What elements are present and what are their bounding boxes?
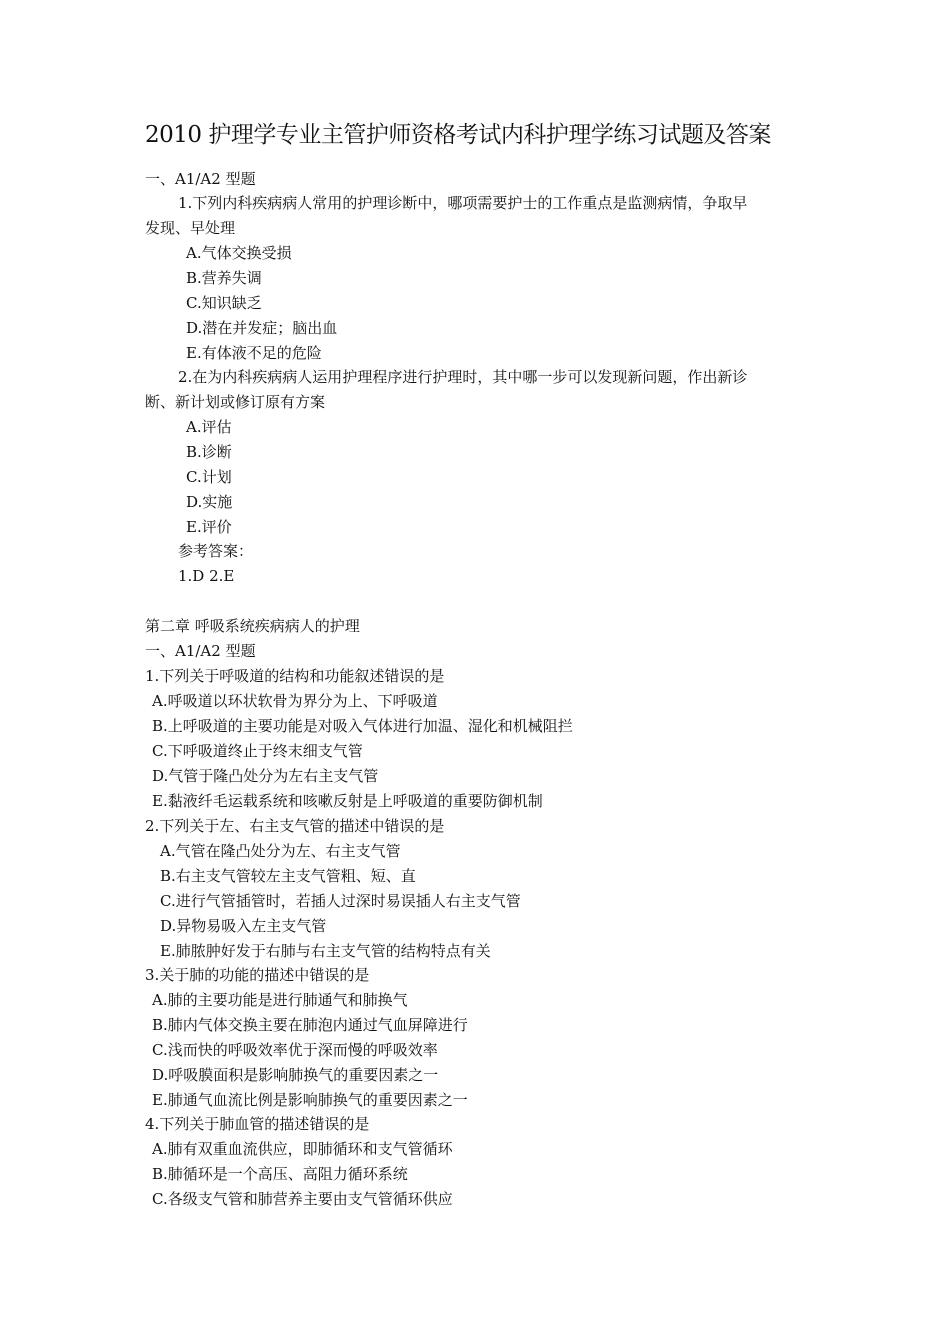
answer-option: B.右主支气管较左主支气管粗、短、直 xyxy=(160,867,416,885)
answer-option: D.气管于隆凸处分为左右主支气管 xyxy=(152,767,379,785)
question-stem-line: 1.下列内科疾病病人常用的护理诊断中，哪项需要护士的工作重点是监测病情，争取早 xyxy=(178,194,748,212)
answer-option: B.肺循环是一个高压、高阻力循环系统 xyxy=(152,1165,408,1183)
answer-option: B.诊断 xyxy=(186,443,232,461)
answer-option: C.计划 xyxy=(186,468,232,486)
answer-option: C.各级支气管和肺营养主要由支气管循环供应 xyxy=(152,1190,453,1208)
answer-option: B.肺内气体交换主要在肺泡内通过气血屏障进行 xyxy=(152,1016,468,1034)
question-stem-line: 1.下列关于呼吸道的结构和功能叙述错误的是 xyxy=(145,667,445,685)
answer-option: C.知识缺乏 xyxy=(186,294,262,312)
section-heading: 一、A1/A2 型题 xyxy=(145,170,256,188)
question-stem-line: 2.在为内科疾病病人运用护理程序进行护理时，其中哪一步可以发现新问题，作出新诊 xyxy=(178,368,748,386)
answer-option: E.评价 xyxy=(186,518,232,536)
answer-option: E.肺脓肿好发于右肺与右主支气管的结构特点有关 xyxy=(160,942,491,960)
answer-option: B.营养失调 xyxy=(186,269,262,287)
answer-option: E.肺通气血流比例是影响肺换气的重要因素之一 xyxy=(152,1091,468,1109)
section-heading: 一、A1/A2 型题 xyxy=(145,642,256,660)
answer-option: C.进行气管插管时，若插人过深时易误插人右主支气管 xyxy=(160,892,521,910)
answer-option: D.呼吸膜面积是影响肺换气的重要因素之一 xyxy=(152,1066,439,1084)
chapter-title: 第二章 呼吸系统疾病病人的护理 xyxy=(145,617,360,635)
answer-key-label: 参考答案： xyxy=(178,542,254,560)
answer-option: D.实施 xyxy=(186,493,233,511)
answer-option: A.评估 xyxy=(186,418,232,436)
question-stem-line: 发现、早处理 xyxy=(145,219,236,237)
question-stem-line: 2.下列关于左、右主支气管的描述中错误的是 xyxy=(145,817,445,835)
document-title: 2010 护理学专业主管护师资格考试内科护理学练习试题及答案 xyxy=(145,122,771,148)
answer-option: C.下呼吸道终止于终末细支气管 xyxy=(152,742,363,760)
answer-option: E.有体液不足的危险 xyxy=(186,344,322,362)
answer-option: C.浅而快的呼吸效率优于深而慢的呼吸效率 xyxy=(152,1041,438,1059)
answer-option: A.肺有双重血流供应，即肺循环和支气管循环 xyxy=(152,1140,453,1158)
answer-option: A.气管在隆凸处分为左、右主支气管 xyxy=(160,842,401,860)
answer-option: A.气体交换受损 xyxy=(186,244,292,262)
answer-option: A.呼吸道以环状软骨为界分为上、下呼吸道 xyxy=(152,692,438,710)
question-stem-line: 断、新计划或修订原有方案 xyxy=(145,393,326,411)
answer-option: D.异物易吸入左主支气管 xyxy=(160,917,327,935)
answer-key-text: 1.D 2.E xyxy=(178,567,235,585)
question-stem-line: 4.下列关于肺血管的描述错误的是 xyxy=(145,1115,370,1133)
answer-option: D.潜在并发症；脑出血 xyxy=(186,319,338,337)
answer-option: A.肺的主要功能是进行肺通气和肺换气 xyxy=(152,991,408,1009)
answer-option: B.上呼吸道的主要功能是对吸入气体进行加温、湿化和机械阻拦 xyxy=(152,717,573,735)
answer-option: E.黏液纤毛运载系统和咳嗽反射是上呼吸道的重要防御机制 xyxy=(152,792,543,810)
question-stem-line: 3.关于肺的功能的描述中错误的是 xyxy=(145,966,370,984)
